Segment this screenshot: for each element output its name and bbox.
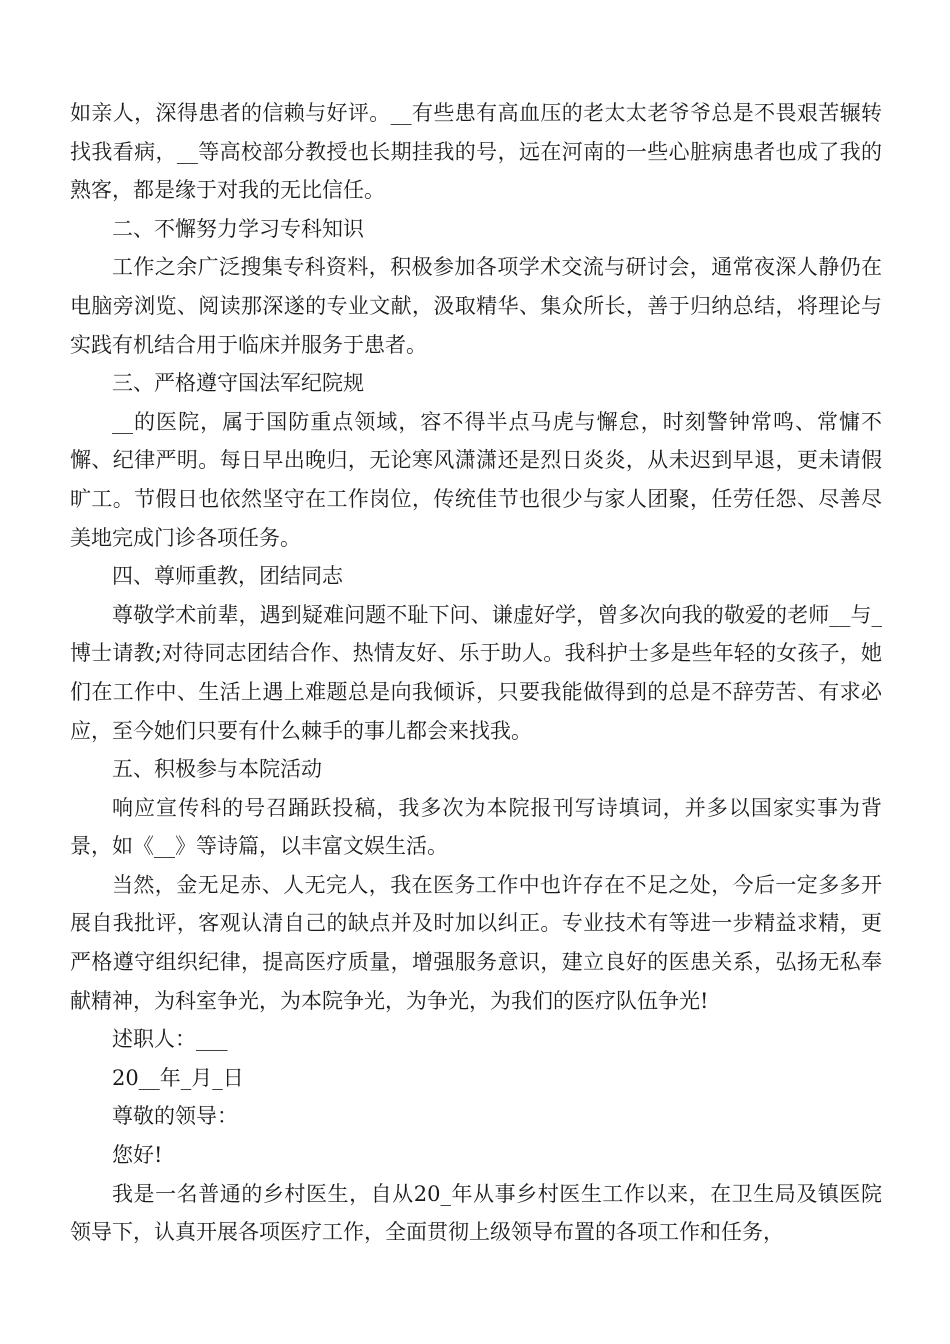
section-heading-2: 二、不懈努力学习专科知识 (112, 216, 364, 241)
salutation: 尊敬的领导： (112, 1104, 238, 1129)
paragraph-continuation: 如亲人，深得患者的信赖与好评。__有些患有高血压的老太太老爷爷总是不畏艰苦辗转找我看病，__等高校部分教授也长期挂我的号，远在河南的一些心脏病患者也成了我的熟客，都是缘于对我的无比信任。 (70, 101, 882, 203)
section-heading-5: 五、积极参与本院活动 (112, 757, 322, 782)
signature-line: 述职人：___ (112, 1027, 228, 1052)
greeting: 您好! (112, 1143, 163, 1168)
document-body (70, 94, 882, 1252)
section-heading-4: 四、尊师重教，团结同志 (112, 564, 343, 589)
paragraph: 尊敬学术前辈，遇到疑难问题不耻下问、谦虚好学，曾多次向我的敬爱的老师__与_博士请教;对待同志团结合作、热情友好、乐于助人。我科护士多是些年轻的女孩子，她们在工作中、生活上遇上难题总是向我倾诉，只要我能做得到的总是不辞劳苦、有求必应，至今她们只要有什么棘手的事儿都会来找我。 (70, 602, 882, 743)
paragraph: 当然，金无足赤、人无完人，我在医务工作中也许存在不足之处，今后一定多多开展自我批评，客观认清自己的缺点并及时加以纠正。专业技术有等进一步精益求精，更严格遵守组织纪律，提高医疗质量，增强服务意识，建立良好的医患关系，弘扬无私奉献精神，为科室争光，为本院争光，为争光，为我们的医疗队伍争光! (70, 872, 882, 1013)
paragraph: 响应宣传科的号召踊跃投稿，我多次为本院报刊写诗填词，并多以国家实事为背景，如《__》等诗篇，以丰富文娱生活。 (70, 795, 882, 859)
paragraph: 我是一名普通的乡村医生，自从20_年从事乡村医生工作以来，在卫生局及镇医院领导下，认真开展各项医疗工作，全面贯彻上级领导布置的各项工作和任务， (70, 1181, 882, 1245)
section-heading-3: 三、严格遵守国法军纪院规 (112, 371, 364, 396)
paragraph: 工作之余广泛搜集专科资料，积极参加各项学术交流与研讨会，通常夜深人静仍在电脑旁浏览、阅读那深遂的专业文献，汲取精华、集众所长，善于归纳总结，将理论与实践有机结合用于临床并服务于患者。 (70, 255, 882, 357)
date-line: 20__年_月_日 (112, 1065, 244, 1090)
paragraph: __的医院，属于国防重点领域，容不得半点马虎与懈怠，时刻警钟常鸣、常慵不懈、纪律严明。每日早出晚归，无论寒风潇潇还是烈日炎炎，从未迟到早退，更未请假旷工。节假日也依然坚守在工作岗位，传统佳节也很少与家人团聚，任劳任怨、尽善尽美地完成门诊各项任务。 (70, 409, 882, 550)
